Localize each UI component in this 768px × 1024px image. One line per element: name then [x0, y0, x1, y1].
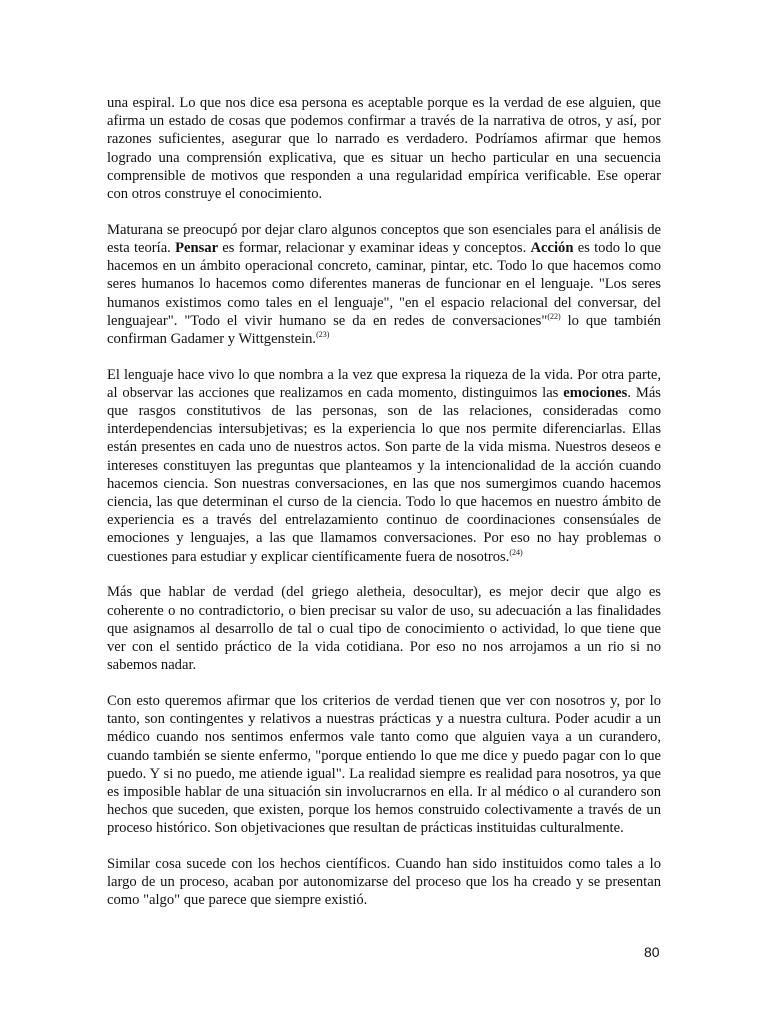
page-number: 80 — [644, 944, 660, 960]
paragraph-4 — [107, 583, 661, 674]
term-emociones: emociones — [563, 384, 628, 401]
term-accion: Acción — [530, 239, 574, 256]
paragraph-6 — [107, 855, 661, 910]
paragraph-1-text: una espiral. Lo que nos dice esa persona es aceptable porque es la verdad de ese alguien, que afirma un estado de cosas que podemos confirmar a través de la narrativa de otros, y así, por razones suficientes, asegurar que lo narrado es verdadero. Podríamos afirmar que hemos logrado una comprensión explicativa, que es situar un hecho particular en una secuencia comprensible de motivos que responden a una regularidad empírica verificable. Ese operar con otros construye el conocimiento. — [107, 95, 661, 203]
paragraph-2-text-d: lo que también confirman Gadamer y Wittgenstein. — [107, 312, 661, 347]
paragraph-1 — [107, 94, 661, 203]
footnote-ref-24: (24) — [509, 547, 523, 557]
paragraph-3-text-b: . Más que rasgos constitutivos de las personas, son de las relaciones, consideradas como interdependencias intersubjetivas; es la experiencia lo que nos permite diferenciarlas. Ellas están presentes en cada uno de nuestros actos. Son parte de la vida misma. Nuestros deseos e intereses constituyen las preguntas que planteamos y la intencionalidad de la acción cuando hacemos ciencia. Son nuestras conversaciones, en las que nos sumergimos cuando hacemos ciencia, las que determinan el curso de la ciencia. Todo lo que hacemos en nuestro ámbito de experiencia es a través del entrelazamiento continuo de coordinaciones consensúales de emociones y lenguajes, a las que llamamos conversaciones. Por eso no hay problemas o cuestiones para estudiar y explicar científicamente fuera de nosotros. — [107, 384, 661, 565]
paragraph-2-text-a: Maturana se preocupó por dejar claro algunos conceptos que son esenciales para el análisis de esta teoría. — [107, 221, 661, 256]
paragraph-2 — [107, 221, 661, 348]
paragraph-5 — [107, 692, 661, 838]
document-body — [107, 94, 661, 927]
paragraph-4-text: Más que hablar de verdad (del griego aletheia, desocultar), es mejor decir que algo es coherente o no contradictorio, o bien precisar su valor de uso, su adecuación a las finalidades que asignamos al desarrollo de tal o cual tipo de conocimiento o actividad, lo que tiene que ver con el sentido práctico de la vida cotidiana. Por eso no nos arrojamos a un rio si no sabemos nadar. — [107, 584, 661, 674]
paragraph-2-text-b: es formar, relacionar y examinar ideas y conceptos. — [218, 239, 531, 256]
footnote-ref-23: (23) — [316, 329, 330, 339]
footnote-ref-22: (22) — [547, 311, 561, 321]
paragraph-6-text: Similar cosa sucede con los hechos científicos. Cuando han sido instituidos como tales a lo largo de un proceso, acaban por autonomizarse del proceso que los ha creado y se presentan como "algo" que parece que siempre existió. — [107, 856, 661, 909]
paragraph-3-text-a: El lenguaje hace vivo lo que nombra a la vez que expresa la riqueza de la vida. Por otra parte, al observar las acciones que realizamos en cada momento, distinguimos las — [107, 366, 661, 401]
paragraph-5-text: Con esto queremos afirmar que los criterios de verdad tienen que ver con nosotros y, por lo tanto, son contingentes y relativos a nuestras prácticas y a nuestra cultura. Poder acudir a un médico cuando nos sentimos enfermos vale tanto como que alguien vaya a un curandero, cuando también se siente enfermo, "porque entiendo lo que me dice y puedo pagar con lo que puedo. Y si no puedo, me atiende igual". La realidad siempre es realidad para nosotros, ya que es imposible hablar de una situación sin involucrarnos en ella. Ir al médico o al curandero son hechos que suceden, que existen, porque los hemos construido colectivamente a través de un proceso histórico. Son objetivaciones que resultan de prácticas instituidas culturalmente. — [107, 692, 661, 837]
paragraph-3 — [107, 366, 661, 566]
term-pensar: Pensar — [175, 239, 219, 256]
paragraph-2-text-c: es todo lo que hacemos en un ámbito operacional concreto, caminar, pintar, etc. Todo lo que hacemos como seres humanos lo hacemos como diferentes maneras de funcionar en el lenguaje. "Los seres humanos existimos como tales en el lenguaje", "en el espacio relacional del conversar, del lenguajear". "Todo el vivir humano se da en redes de conversaciones" — [107, 239, 662, 329]
